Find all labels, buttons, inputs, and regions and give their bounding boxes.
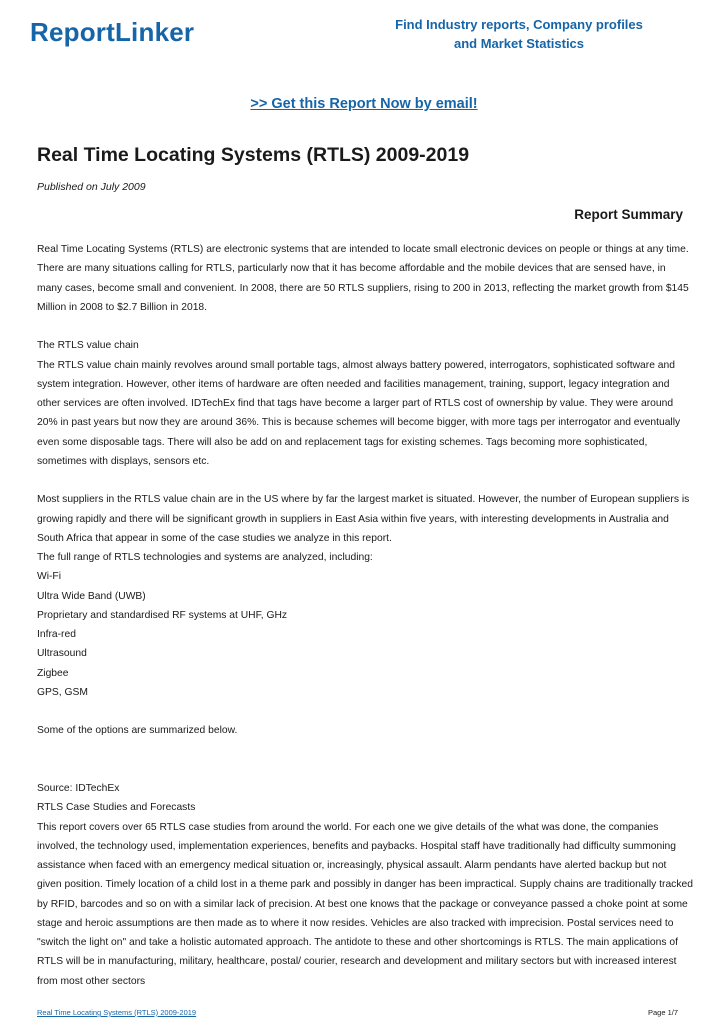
south-africa-line: South Africa that appear in some of the case studies we analyze in this report. [37,532,392,544]
report-body [37,240,693,991]
value-chain-heading: The RTLS value chain [37,340,139,352]
get-report-email-link[interactable]: >> Get this Report Now by email! [250,96,478,112]
technology-item: Proprietary and standardised RF systems at UHF, GHz [37,609,288,621]
intro-paragraph: Real Time Locating Systems (RTLS) are electronic systems that are intended to locate small electronic devices on people or things at any time. There are many situations calling for RTLS, particularly now that it has become affordable and the mobile devices that are sensed have, in many cases, become small and convenient. In 2008, there are 50 RTLS suppliers, rising to 200 in 2013, reflecting the market growth from $145 Million in 2008 to $2.7 Billion in 2018. [37,244,689,313]
technologies-intro: The full range of RTLS technologies and systems are analyzed, including: [37,552,373,563]
technology-item: Ultra Wide Band (UWB) [37,590,146,602]
published-date: Published on July 2009 [37,181,146,193]
technology-item: Infra-red [37,629,76,640]
technology-item: Zigbee [37,667,69,679]
suppliers-paragraph: Most suppliers in the RTLS value chain are in the US where by far the largest market is situated. However, the number of European suppliers is growing rapidly and there will be significant growth in suppliers in East Asia within five years, with interesting developments in Australia and [37,494,690,525]
page-number: Page 1/7 [647,1008,678,1017]
options-line: Some of the options are summarized below. [37,725,238,737]
technology-item: Wi-Fi [37,571,62,583]
case-studies-paragraph: This report covers over 65 RTLS case studies from around the world. For each one we give details of the what was done, the companies involved, the technology used, implementation experiences, benefits and paybacks. Hospital staff have traditionally had difficulty summoning assistance when faced with an emergency medical situation or, increasingly, physical assault. Alarm pendants have alerted backup but not given position. Timely location of a child lost in a theme park and possibly in danger has been impractical. Supply chains are traditionally tracked by RFID, barcodes and so on with a similar lack of precision. At best one knows that the package or conveyance passed a choke point at some stage and heroic assumptions are then made as to where it now resides. Vehicles are also tracked with imprecision. Postal services need to "switch the light on" and take a holistic automated approach. The antidote to these and other shortcomings is RTLS. The main applications of RTLS will be in manufacturing, military, healthcare, postal/ courier, research and development and military sectors but with increased interest from most other sectors [37,821,693,987]
footer-report-link[interactable]: Real Time Locating Systems (RTLS) 2009-2019 [37,1008,197,1017]
tagline-line-1: Find Industry reports, Company profiles [395,17,643,32]
header-tagline [378,15,660,53]
report-summary-heading: Report Summary [574,207,683,222]
source-line: Source: IDTechEx [37,783,120,794]
tagline-line-2: and Market Statistics [453,36,585,51]
report-title: Real Time Locating Systems (RTLS) 2009-2019 [37,144,470,166]
reportlinker-logo[interactable]: ReportLinker [30,17,195,47]
case-studies-heading: RTLS Case Studies and Forecasts [37,802,196,814]
technology-item: Ultrasound [37,648,87,660]
value-chain-paragraph: The RTLS value chain mainly revolves around small portable tags, almost always battery powered, interrogators, sophisticated software and system integration. However, other items of hardware are often needed and facilities management, training, support, legacy integration and other services are often involved. IDTechEx find that tags have become a larger part of RTLS cost of ownership by value. They were around 20% in past years but now they are around 36%. This is because schemes will become bigger, with more tags per interrogator and eventually even some disposable tags. There will also be add on and replacement tags for existing schemes. Tags becoming more sophisticated, sometimes with displays, sensors etc. [37,359,681,467]
technology-item: GPS, GSM [37,686,88,698]
